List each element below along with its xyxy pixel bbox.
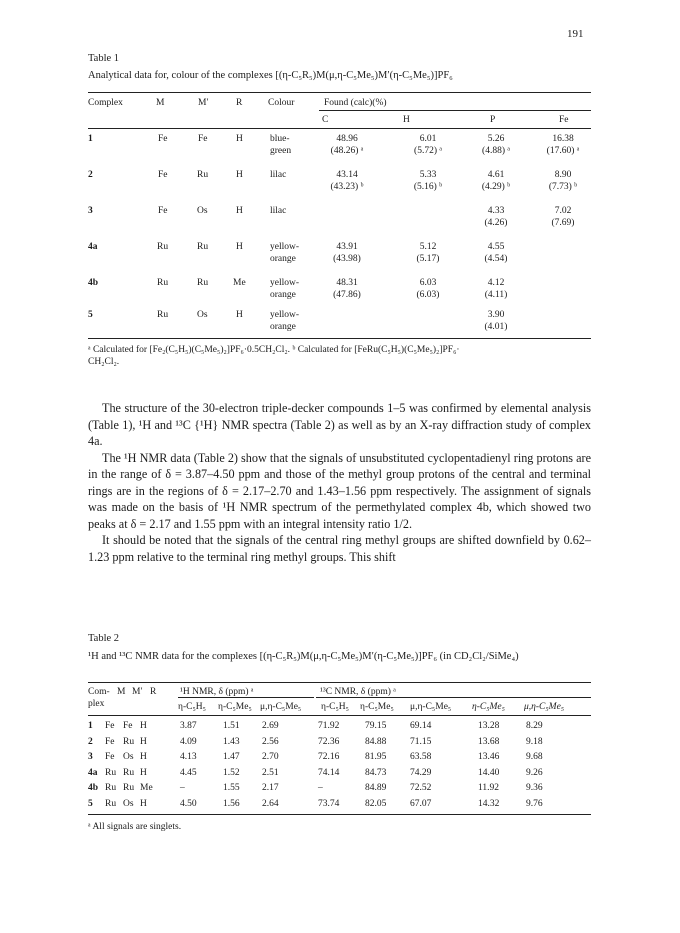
t1-row2-c: 43.14 xyxy=(336,170,358,180)
t1-row3-mprime: Os xyxy=(197,206,208,216)
t2-cell-value: 1.43 xyxy=(223,736,240,747)
t1-row4a-r: H xyxy=(236,242,243,252)
t2-cell-value: 2.17 xyxy=(262,783,279,793)
t2-cell-mprime: Ru xyxy=(123,767,135,778)
t1-row4b-p-calc: (4.11) xyxy=(484,290,508,300)
t2-cell-r: H xyxy=(140,798,147,809)
t1-row1-complex: 1 xyxy=(88,134,93,144)
t1-row3-r: H xyxy=(236,206,243,216)
t2-cell-mprime: Os xyxy=(123,798,134,809)
t2-cell-value: 63.58 xyxy=(410,752,432,762)
t1-row1-fe: 16.38 xyxy=(552,134,574,144)
t1-header-rule xyxy=(88,128,591,129)
t2-header-r: R xyxy=(150,687,157,697)
t2-cell-complex: 1 xyxy=(88,721,93,731)
t2-cell-value: 13.46 xyxy=(478,752,500,762)
t2-cell-mprime: Ru xyxy=(123,736,135,747)
table2-caption: ¹H and ¹³C NMR data for the complexes [(η-C₅R₅)M(μ,η-C₅Me₅)M′(η-C₅Me₅)]PF₆ (in CD₂Cl₂/SiMe₄) xyxy=(88,651,519,662)
t1-row3-fe: 7.02 xyxy=(554,206,572,216)
t2-header-mprime: M′ xyxy=(132,687,143,697)
table1 xyxy=(88,88,591,340)
t1-row2-c-calc: (43.23) ᵇ xyxy=(330,182,364,192)
t1-row2-r: H xyxy=(236,170,243,180)
table1-label: Table 1 xyxy=(88,53,120,64)
t2-col-c-mu-c5me5-methyl: μ,η-C₅Me₅ xyxy=(524,702,565,712)
t1-row1-colour2: green xyxy=(270,146,292,156)
t2-cell-r: H xyxy=(140,752,147,762)
t2-cell-m: Ru xyxy=(105,798,117,809)
t1-row2-m: Fe xyxy=(158,170,168,180)
t1-row5-mprime: Os xyxy=(197,310,208,320)
t2-col-h-mu-c5me5: μ,η-C₅Me₅ xyxy=(260,702,302,712)
t2-cell-value: 9.76 xyxy=(526,798,543,809)
t1-row4b-r: Me xyxy=(233,278,246,288)
t2-cell-value: 82.05 xyxy=(365,798,387,809)
t2-cell-value: 4.45 xyxy=(180,767,197,778)
t1-header-fe: Fe xyxy=(559,115,569,125)
t2-cell-value: 81.95 xyxy=(365,752,387,762)
t2-header-rule xyxy=(88,715,591,716)
t1-row3-fe-calc: (7.69) xyxy=(551,218,575,228)
t1-row2-fe: 8.90 xyxy=(554,170,572,180)
table1-bottom-rule xyxy=(88,338,591,339)
table2-footnote: ᵃ All signals are singlets. xyxy=(88,822,182,832)
t2-cell-value: 84.88 xyxy=(365,736,387,747)
t1-row3-m: Fe xyxy=(158,206,168,216)
t1-row1-p: 5.26 xyxy=(487,134,505,144)
t2-cell-value: 84.89 xyxy=(365,783,387,793)
t2-cell-m: Ru xyxy=(105,767,117,778)
body-paragraph-1: The structure of the 30-electron triple-decker compounds 1–5 was confirmed by elemental analysis (Table 1), ¹H and ¹³C {¹H} NMR spectra (Table 2) as well as by an X-ray diffraction study of complex 4a. xyxy=(88,401,591,448)
t1-row3-complex: 3 xyxy=(88,206,93,216)
t2-cell-value: 72.16 xyxy=(318,752,340,762)
t2-cell-value: 4.50 xyxy=(180,798,197,809)
t2-col-h-c5me5: η-C₅Me₅ xyxy=(218,702,252,712)
t2-cell-complex: 2 xyxy=(88,736,93,747)
t1-row5-p-calc: (4.01) xyxy=(484,322,508,332)
table1-caption: Analytical data for, colour of the complexes [(η-C₅R₅)M(μ,η-C₅Me₅)M′(η-C₅Me₅)]PF₆ xyxy=(88,70,453,81)
t1-row1-h-calc: (5.72) ᵃ xyxy=(414,146,442,156)
t1-row4b-mprime: Ru xyxy=(197,278,209,288)
t2-cell-value: 72.36 xyxy=(318,736,340,747)
t1-row4b-c-calc: (47.86) xyxy=(333,290,361,300)
t2-header-h-nmr: ¹H NMR, δ (ppm) ᵃ xyxy=(180,687,254,697)
table1-footnote xyxy=(88,344,588,368)
t2-cell-complex: 4b xyxy=(88,783,99,793)
t1-row4a-h-calc: (5.17) xyxy=(416,254,440,264)
t2-cell-value: 9.18 xyxy=(526,736,543,747)
t1-row2-mprime: Ru xyxy=(197,170,209,180)
t1-row5-p: 3.90 xyxy=(487,310,505,320)
t2-cell-m: Fe xyxy=(105,721,115,731)
t2-cell-value: 2.69 xyxy=(262,721,279,731)
t1-row4a-mprime: Ru xyxy=(197,242,209,252)
table1-footnote-line2: CH₂Cl₂. xyxy=(88,357,120,367)
t1-row2-h-calc: (5.16) ᵇ xyxy=(413,182,443,192)
t1-row2-p-calc: (4.29) ᵇ xyxy=(481,182,511,192)
t1-row1-c-calc: (48.26) ᵃ xyxy=(330,146,364,156)
t1-row4a-p-calc: (4.54) xyxy=(484,254,508,264)
t1-row1-r: H xyxy=(236,134,243,144)
t1-row5-r: H xyxy=(236,310,243,320)
t2-col-c-c5me5-methyl: η-C₅Me₅ xyxy=(472,702,505,712)
t2-cell-m: Fe xyxy=(105,752,115,762)
t2-cell-mprime: Ru xyxy=(123,783,135,793)
t1-row4a-m: Ru xyxy=(157,242,169,252)
t1-row4b-h-calc: (6.03) xyxy=(416,290,440,300)
t1-row2-complex: 2 xyxy=(88,170,93,180)
t2-cell-value: 14.32 xyxy=(478,798,500,809)
t1-row3-colour: lilac xyxy=(270,206,287,216)
t2-cell-value: 71.92 xyxy=(318,721,340,731)
t2-cell-value: 2.70 xyxy=(262,752,279,762)
t2-cell-value: 3.87 xyxy=(180,721,197,731)
t1-row4a-colour: yellow- xyxy=(270,242,300,252)
t1-found-rule xyxy=(319,110,591,111)
t1-row2-colour: lilac xyxy=(270,170,287,180)
body-paragraph-3: It should be noted that the signals of the central ring methyl groups are shifted downfield by 0.62–1.23 ppm relative to the terminal ring methyl groups. This shift xyxy=(88,533,591,564)
t1-row4a-complex: 4a xyxy=(88,242,98,252)
t2-cell-value: 74.14 xyxy=(318,767,340,778)
t2-cell-value: 4.13 xyxy=(180,752,197,762)
t1-header-mprime: M′ xyxy=(198,98,209,108)
t2-cell-value: 13.68 xyxy=(478,736,500,747)
t1-header-r: R xyxy=(236,98,243,108)
page-number: 191 xyxy=(567,28,584,40)
t2-cell-value: 1.52 xyxy=(223,767,240,778)
t2-cell-r: Me xyxy=(140,783,153,793)
t2-header-plex: plex xyxy=(88,699,105,709)
t2-col-c-mu-c5me5: μ,η-C₅Me₅ xyxy=(410,702,452,712)
t1-row5-colour: yellow- xyxy=(270,310,300,320)
t2-header-com: Com- xyxy=(88,687,110,697)
t2-cell-value: 9.68 xyxy=(526,752,543,762)
t1-row2-h: 5.33 xyxy=(419,170,437,180)
t2-cell-mprime: Os xyxy=(123,752,134,762)
t2-col-c-c5me5: η-C₅Me₅ xyxy=(360,702,394,712)
t1-row2-fe-calc: (7.73) ᵇ xyxy=(548,182,578,192)
t1-row4b-complex: 4b xyxy=(88,278,99,288)
t1-row1-p-calc: (4.88) ᵃ xyxy=(482,146,510,156)
t2-cell-value: 13.28 xyxy=(478,721,500,731)
table1-footnote-line1: ᵃ Calculated for [Fe₂(C₅H₅)(C₅Me₅)₂]PF₆·0.5CH₂Cl₂. ᵇ Calculated for [FeRu(C₅H₅)(C₅Me₅)₂]PF₆· xyxy=(88,345,460,355)
t2-header-m: M xyxy=(117,687,126,697)
t2-cell-value: 2.51 xyxy=(262,767,279,778)
t2-cell-value: 4.09 xyxy=(180,736,197,747)
t1-header-found: Found (calc)(%) xyxy=(324,98,387,108)
t1-row4b-colour: yellow- xyxy=(270,278,300,288)
body-text xyxy=(88,400,591,565)
t1-row4b-m: Ru xyxy=(157,278,169,288)
table1-top-rule xyxy=(88,92,591,93)
t2-col-h-c5h5: η-C₅H₅ xyxy=(178,702,206,712)
t2-cell-value: 1.55 xyxy=(223,783,240,793)
t2-cell-value: 14.40 xyxy=(478,767,500,778)
t1-header-m: M xyxy=(156,98,165,108)
t2-cell-value: 84.73 xyxy=(365,767,387,778)
t2-cell-value: 9.36 xyxy=(526,783,543,793)
t2-cell-value: 1.47 xyxy=(223,752,240,762)
t2-cell-value: 72.52 xyxy=(410,783,432,793)
t2-cell-complex: 5 xyxy=(88,798,93,809)
t1-row4b-colour2: orange xyxy=(270,290,296,300)
t1-row4a-colour2: orange xyxy=(270,254,296,264)
t1-row1-fe-calc: (17.60) ᵃ xyxy=(546,146,580,156)
t1-header-h: H xyxy=(403,115,410,125)
t2-cell-value: 73.74 xyxy=(318,798,340,809)
t2-cell-value: 74.29 xyxy=(410,767,432,778)
table2-top-rule xyxy=(88,682,591,683)
t2-cell-value: 79.15 xyxy=(365,721,387,731)
t1-row2-p: 4.61 xyxy=(487,170,505,180)
t1-row1-colour: blue- xyxy=(270,134,290,144)
t1-row4a-h: 5.12 xyxy=(419,242,437,252)
t2-cell-complex: 4a xyxy=(88,767,98,778)
t1-row4a-c: 43.91 xyxy=(336,242,358,252)
t2-cell-m: Ru xyxy=(105,783,117,793)
t1-row4a-p: 4.55 xyxy=(487,242,505,252)
t1-row4b-c: 48.31 xyxy=(336,278,358,288)
t2-cell-mprime: Fe xyxy=(123,721,133,731)
table2-label: Table 2 xyxy=(88,633,120,644)
t1-row4b-h: 6.03 xyxy=(419,278,437,288)
t2-cell-value: 1.51 xyxy=(223,721,240,731)
t2-cell-value: 71.15 xyxy=(410,736,432,747)
t2-cell-r: H xyxy=(140,736,147,747)
t2-cell-value: – xyxy=(180,783,185,793)
t1-row5-complex: 5 xyxy=(88,310,93,320)
t1-header-c: C xyxy=(322,115,329,125)
t1-row5-colour2: orange xyxy=(270,322,296,332)
t2-cell-value: 2.56 xyxy=(262,736,279,747)
t2-cell-m: Fe xyxy=(105,736,115,747)
t1-row4a-c-calc: (43.98) xyxy=(333,254,361,264)
t2-col-c-c5h5: η-C₅H₅ xyxy=(321,702,349,712)
t2-cell-r: H xyxy=(140,767,147,778)
t2-h-rule xyxy=(178,697,314,698)
t1-header-p: P xyxy=(490,115,496,125)
t1-row3-p: 4.33 xyxy=(487,206,505,216)
t2-cell-value: 9.26 xyxy=(526,767,543,778)
t1-row1-m: Fe xyxy=(158,134,168,144)
t2-cell-value: 1.56 xyxy=(223,798,240,809)
t2-header-c-nmr: ¹³C NMR, δ (ppm) ᵃ xyxy=(320,687,396,697)
table2 xyxy=(88,680,591,820)
t1-row3-p-calc: (4.26) xyxy=(484,218,508,228)
body-paragraph-2: The ¹H NMR data (Table 2) show that the signals of unsubstituted cyclopentadienyl ring protons are in the range of δ = 3.87–4.50 ppm and those of the methyl group protons of the central and terminal rings are in the regions of δ = 2.17–2.70 and 1.43–1.56 ppm respectively. The assignment of signals was made on the basis of ¹H NMR spectrum of the permethylated complex 4b, which showed two peaks at δ = 2.17 and 1.55 ppm with an integral intensity ratio 1/2. xyxy=(88,450,591,531)
t1-row1-c: 48.96 xyxy=(336,134,358,144)
t2-cell-value: 67.07 xyxy=(410,798,432,809)
t1-header-complex: Complex xyxy=(88,98,123,108)
t1-header-colour: Colour xyxy=(268,98,295,108)
t1-row4b-p: 4.12 xyxy=(487,278,505,288)
t2-c-rule xyxy=(316,697,591,698)
t1-row1-h: 6.01 xyxy=(419,134,437,144)
t2-cell-value: 69.14 xyxy=(410,721,432,731)
t2-cell-value: 11.92 xyxy=(478,783,500,793)
table2-bottom-rule xyxy=(88,814,591,815)
t1-row5-m: Ru xyxy=(157,310,169,320)
t2-cell-r: H xyxy=(140,721,147,731)
t2-cell-value: – xyxy=(318,783,323,793)
t1-row1-mprime: Fe xyxy=(198,134,208,144)
t2-cell-value: 2.64 xyxy=(262,798,279,809)
t2-cell-complex: 3 xyxy=(88,752,93,762)
t2-cell-value: 8.29 xyxy=(526,721,543,731)
